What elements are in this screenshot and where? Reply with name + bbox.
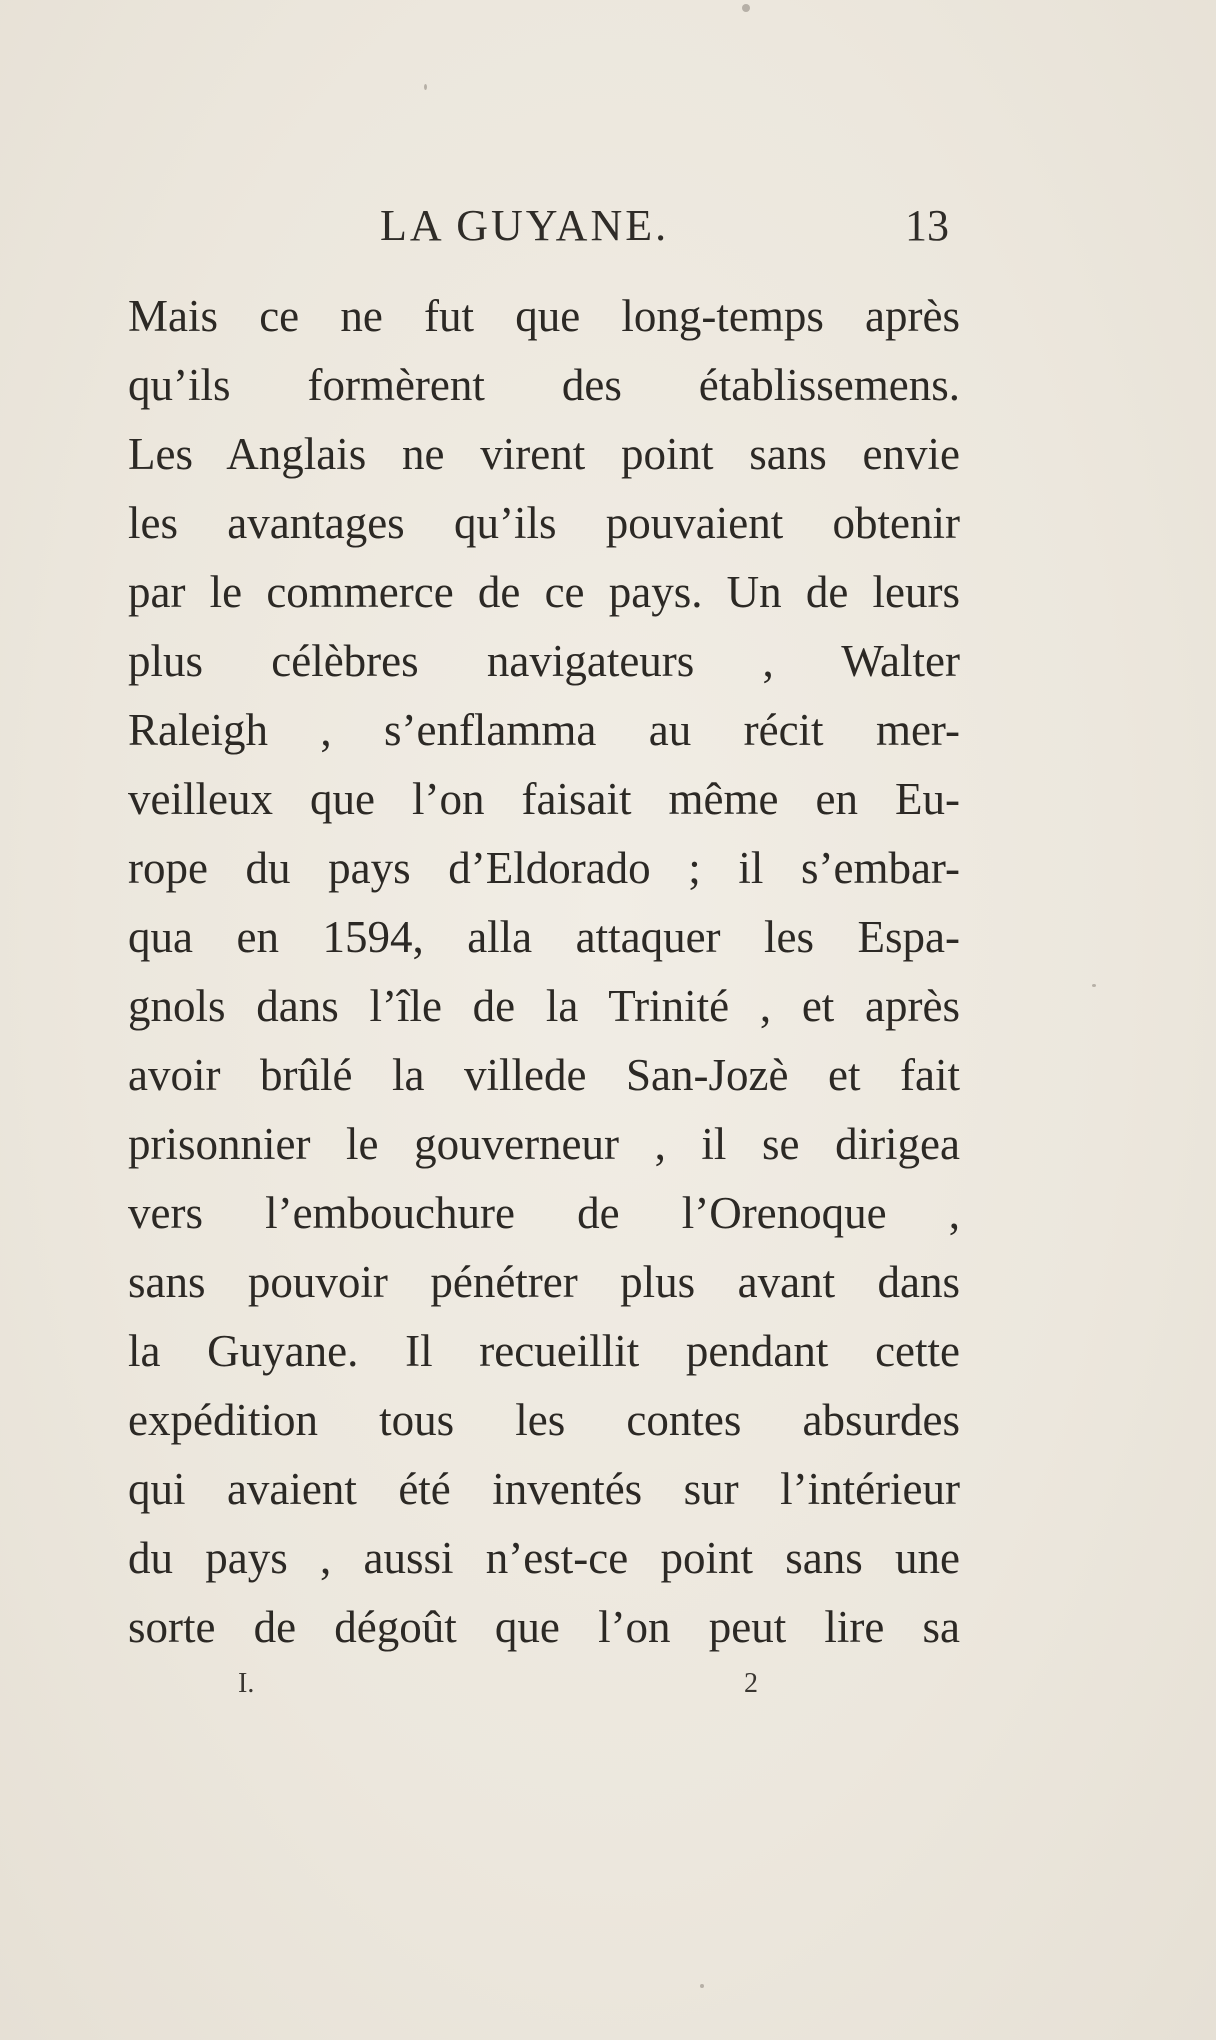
text-line: expédition tous les contes absurdes xyxy=(128,1395,960,1445)
text-line: les avantages qu’ils pouvaient obtenir xyxy=(128,498,960,548)
text-line: qua en 1594, alla attaquer les Espa- xyxy=(128,912,960,962)
text-line: sorte de dégoût que l’on peut lire sa xyxy=(128,1602,960,1652)
signature-number: 2 xyxy=(744,1668,758,1699)
text-line: gnols dans l’île de la Trinité , et après xyxy=(128,981,960,1031)
running-title: LA GUYANE. xyxy=(380,201,670,250)
text-line: par le commerce de ce pays. Un de leurs xyxy=(128,567,960,617)
paper-speck xyxy=(1092,984,1096,987)
text-line: vers l’embouchure de l’Orenoque , xyxy=(128,1188,960,1238)
text-line: plus célèbres navigateurs , Walter xyxy=(128,636,960,686)
page-number: 13 xyxy=(905,201,949,250)
text-line: Les Anglais ne virent point sans envie xyxy=(128,429,960,479)
text-line: rope du pays d’Eldorado ; il s’embar- xyxy=(128,843,960,893)
text-line: Raleigh , s’enflamma au récit mer- xyxy=(128,705,960,755)
text-line: du pays , aussi n’est-ce point sans une xyxy=(128,1533,960,1583)
text-line: la Guyane. Il recueillit pendant cette xyxy=(128,1326,960,1376)
text-line: avoir brûlé la villede San-Jozè et fait xyxy=(128,1050,960,1100)
signature-mark: I. xyxy=(238,1668,255,1699)
paper-speck xyxy=(742,4,750,12)
text-line: qui avaient été inventés sur l’intérieur xyxy=(128,1464,960,1514)
paper-speck xyxy=(424,84,427,90)
text-line: prisonnier le gouverneur , il se dirigea xyxy=(128,1119,960,1169)
paper-speck xyxy=(700,1984,704,1988)
body-text xyxy=(128,282,960,1662)
text-line: qu’ils formèrent des établissemens. xyxy=(128,360,960,410)
text-line: Mais ce ne fut que long-temps après xyxy=(128,291,960,341)
text-line: sans pouvoir pénétrer plus avant dans xyxy=(128,1257,960,1307)
text-line: veilleux que l’on faisait même en Eu- xyxy=(128,774,960,824)
